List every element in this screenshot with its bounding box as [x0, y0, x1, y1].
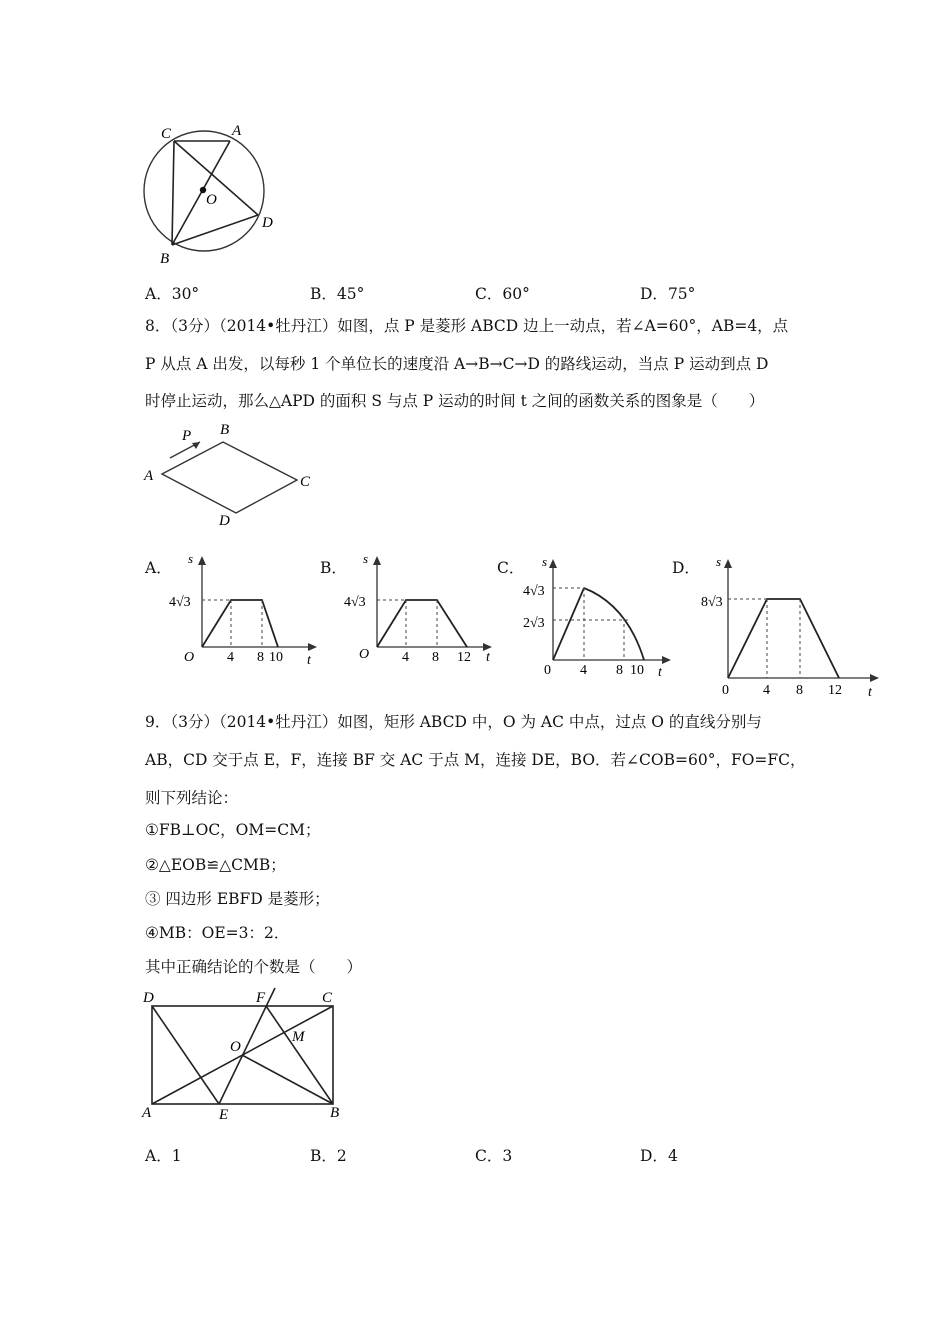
q7-option-c[interactable] [475, 284, 530, 304]
segment-ad [172, 141, 230, 245]
label-d: D [143, 990, 154, 1006]
q9-question: 其中正确结论的个数是（ ） [145, 958, 363, 976]
graph-line [377, 600, 467, 647]
q8-stem-line-2: P 从点 A 出发，以每秒 1 个单位长的速度沿 A→B→C→D 的路线运动，当点 P 运动到点 D [145, 355, 769, 373]
tick-8: 8 [257, 650, 264, 665]
origin-label: 0 [544, 663, 551, 678]
option-letter: C． [475, 285, 503, 303]
option-letter: D． [640, 1147, 668, 1165]
tick-10: 10 [269, 650, 283, 665]
y-value-label-2: 2√3 [523, 616, 545, 631]
q9-stem-line-1: 9．（3分）（2014•牡丹江）如图，矩形 ABCD 中，O 为 AC 中点，过点 O 的直线分别与 [145, 713, 762, 731]
q9-option-c[interactable] [475, 1146, 512, 1166]
y-value-label: 4√3 [169, 595, 191, 610]
origin-label: O [359, 647, 370, 662]
t-label: t [868, 685, 872, 700]
y-axis-arrow [724, 559, 732, 568]
rhombus-abcd [162, 442, 297, 513]
option-text: 1 [171, 1147, 182, 1165]
label-a: A [144, 468, 154, 484]
label-b: B [160, 251, 170, 267]
q8-stem-line-1: 8．（3分）（2014•牡丹江）如图，点 P 是菱形 ABCD 边上一动点，若∠A=60°，AB=4，点 [145, 317, 789, 335]
option-text: 4 [667, 1147, 678, 1165]
x-axis-arrow [870, 674, 879, 682]
q7-option-a[interactable] [145, 284, 199, 304]
segment-bf [266, 1006, 333, 1104]
x-axis-arrow [308, 643, 317, 651]
q7-option-b[interactable] [310, 284, 364, 304]
graph-line [202, 600, 278, 647]
segment-cb [172, 141, 174, 245]
y-value-label-1: 4√3 [523, 584, 545, 599]
tick-4: 4 [580, 663, 587, 678]
option-letter: B． [310, 1147, 337, 1165]
s-label: s [188, 551, 194, 566]
y-axis-arrow [549, 559, 557, 568]
q8-option-a[interactable]: A． [145, 559, 172, 577]
q8-rhombus-figure [140, 418, 325, 530]
y-value-label: 4√3 [344, 595, 366, 610]
label-p: P [182, 428, 192, 444]
segment-bo [242, 1055, 333, 1104]
tick-4: 4 [227, 650, 234, 665]
option-text: 45° [336, 285, 365, 303]
label-a: A [142, 1105, 152, 1121]
tick-4: 4 [402, 650, 409, 665]
q9-option-d[interactable] [640, 1146, 678, 1166]
tick-12: 12 [828, 683, 842, 698]
graph-rise [553, 588, 584, 660]
q8-graph-b [340, 548, 500, 668]
label-a: A [232, 123, 242, 139]
tick-10: 10 [630, 663, 644, 678]
s-label: s [716, 554, 722, 569]
y-value-label: 8√3 [701, 595, 723, 610]
label-c: C [161, 126, 172, 142]
tick-4: 4 [763, 683, 770, 698]
option-text: 75° [667, 285, 696, 303]
origin-label: 0 [722, 683, 729, 698]
q8-option-d[interactable]: D． [672, 559, 700, 577]
q9-conclusion-3: ③ 四边形 EBFD 是菱形； [145, 890, 330, 908]
graph-line [728, 599, 839, 678]
y-axis-arrow [198, 556, 206, 565]
q8-option-b[interactable]: B． [320, 559, 347, 577]
tick-8: 8 [432, 650, 439, 665]
q8-graph-a [165, 548, 325, 668]
q8-graph-c [517, 550, 677, 680]
s-label: s [363, 551, 369, 566]
origin-label: O [184, 650, 195, 665]
q8-graph-d [697, 550, 887, 700]
y-axis-arrow [373, 556, 381, 565]
tick-8: 8 [616, 663, 623, 678]
label-d: D [262, 215, 273, 231]
q9-option-b[interactable] [310, 1146, 347, 1166]
label-c: C [300, 474, 311, 490]
label-b: B [330, 1105, 340, 1121]
q8-option-c[interactable]: C． [497, 559, 525, 577]
x-axis-arrow [662, 656, 671, 664]
option-text: 3 [502, 1147, 513, 1165]
t-label: t [486, 650, 490, 665]
option-text: 2 [336, 1147, 347, 1165]
option-text: 30° [171, 285, 200, 303]
q9-rectangle-figure [140, 985, 355, 1125]
q9-conclusion-4: ④MB：OE=3：2． [145, 924, 290, 942]
option-letter: A． [145, 285, 172, 303]
q9-conclusion-2: ②△EOB≌△CMB； [145, 856, 286, 874]
tick-12: 12 [457, 650, 471, 665]
option-letter: A． [145, 1147, 172, 1165]
t-label: t [307, 653, 311, 668]
option-text: 60° [502, 285, 530, 303]
s-label: s [542, 554, 548, 569]
segment-de [152, 1006, 219, 1104]
option-letter: B． [310, 285, 337, 303]
label-f: F [256, 990, 266, 1006]
label-e: E [219, 1107, 229, 1123]
label-b: B [220, 422, 230, 438]
q7-circle-figure [135, 118, 285, 270]
option-letter: C． [475, 1147, 503, 1165]
q9-conclusion-1: ①FB⊥OC，OM=CM； [145, 821, 321, 839]
label-o: O [206, 192, 217, 208]
label-o: O [230, 1039, 241, 1055]
graph-curve [584, 588, 644, 660]
segment-bd [172, 215, 258, 245]
q9-stem-line-3: 则下列结论： [145, 789, 239, 807]
q8-stem-line-3: 时停止运动，那么△APD 的面积 S 与点 P 运动的时间 t 之间的函数关系的图象是（ ） [145, 392, 765, 410]
label-d: D [219, 513, 230, 529]
tick-8: 8 [796, 683, 803, 698]
q9-option-a[interactable] [145, 1146, 182, 1166]
option-letter: D． [640, 285, 668, 303]
label-c: C [322, 990, 333, 1006]
t-label: t [658, 665, 662, 680]
label-m: M [292, 1029, 305, 1045]
q9-stem-line-2: AB，CD 交于点 E，F，连接 BF 交 AC 于点 M，连接 DE，BO．若∠COB=60°，FO=FC， [145, 751, 806, 769]
q7-option-d[interactable] [640, 284, 695, 304]
